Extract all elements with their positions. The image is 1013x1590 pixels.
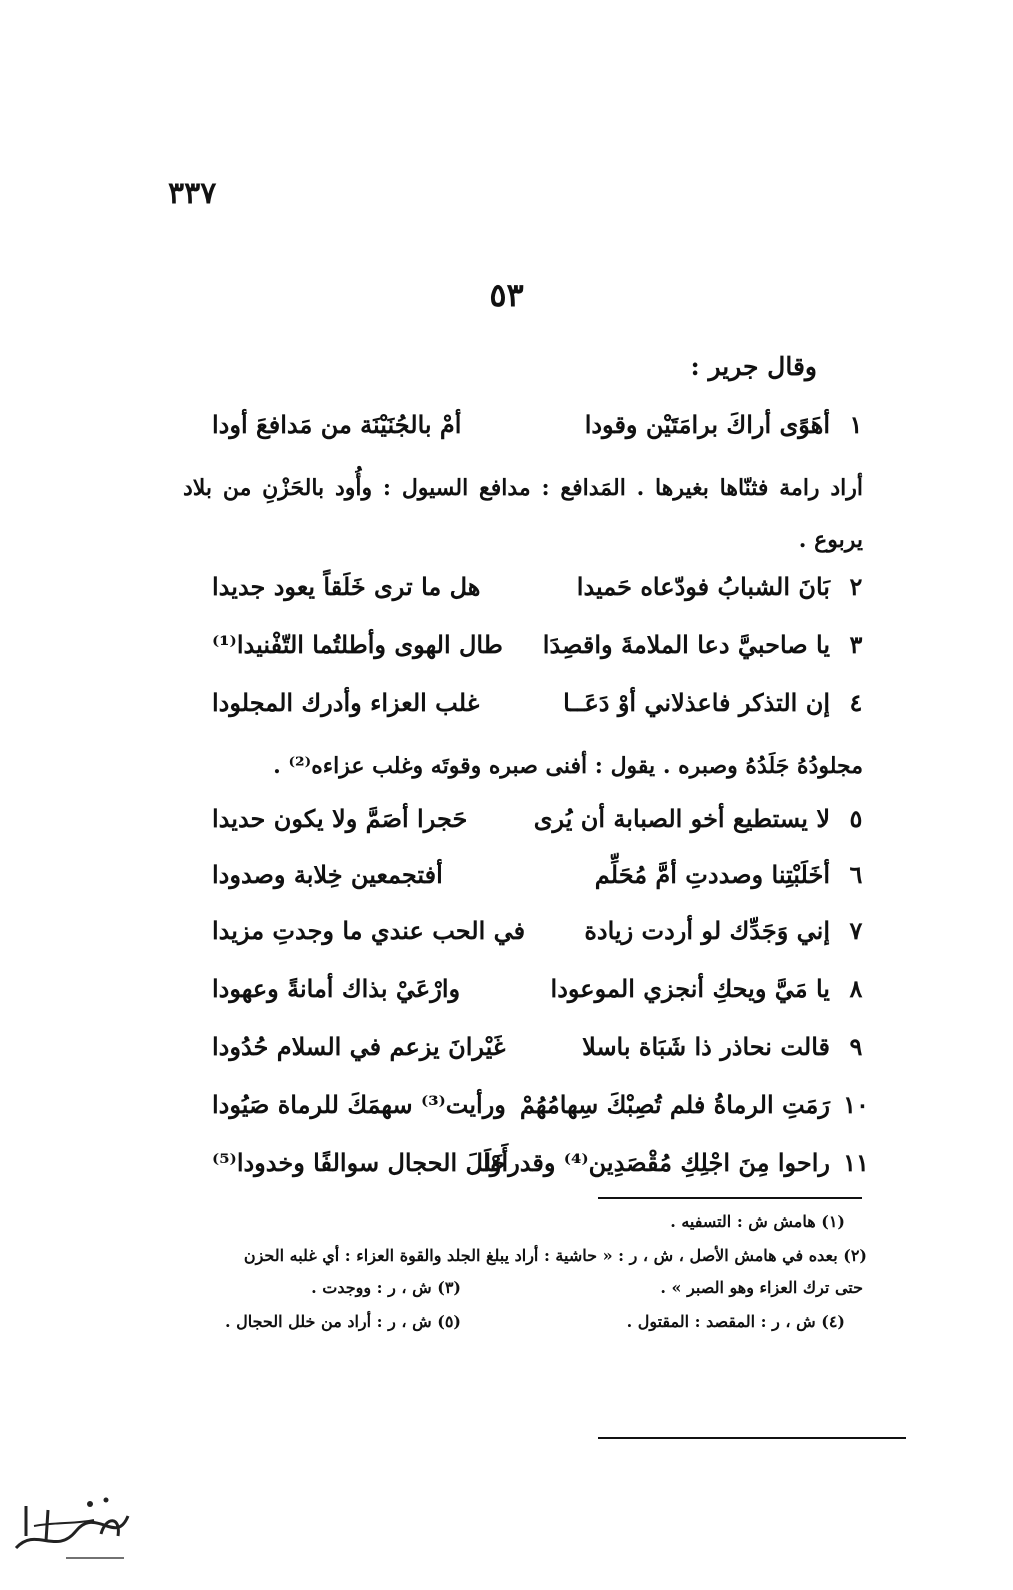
verse-number: ١١ — [843, 1148, 869, 1177]
verse-second-hemistich: طال الهوى وأطلتُما التّفْنيدا⁽¹⁾ — [212, 630, 503, 659]
verse-8 — [180, 974, 870, 1018]
poem-intro: وقال جرير : — [690, 352, 817, 381]
verse-first-hemistich: لا يستطيع أخو الصبابة أن يُرى — [533, 804, 830, 833]
bottom-rule — [598, 1437, 906, 1439]
verse-second-hemistich: في الحب عندي ما وجدتِ مزيدا — [212, 916, 526, 945]
footnote-5: (٥) ش ، ر : أراد من خلل الحجال . — [224, 1312, 461, 1331]
verse-number: ٨ — [849, 974, 863, 1003]
verse-6 — [180, 860, 870, 904]
footnote-divider — [598, 1197, 862, 1199]
verse-4 — [180, 688, 870, 732]
verse-2 — [180, 572, 870, 616]
verse-second-hemistich: ورأيت⁽³⁾ سهمَكَ للرماة صَيُودا — [212, 1090, 506, 1119]
footnote-2: (٢) بعده في هامش الأصل ، ش ، ر : « حاشية : أراد يبلغ الجلد والقوة العزاء : أي غلبه الحزن — [243, 1246, 867, 1265]
verse-first-hemistich: قالت نحاذر ذا شَبَاة باسلا — [582, 1032, 830, 1061]
verse-second-hemistich: غلب العزاء وأدرك المجلودا — [212, 688, 480, 717]
verse-number: ٢ — [849, 572, 863, 601]
verse-number: ٤ — [849, 688, 863, 717]
verse-first-hemistich: يا مَيَّ ويحكِ أنجزي الموعودا — [550, 974, 830, 1003]
verse-3 — [180, 630, 870, 674]
footnote-4: (٤) ش ، ر : المقصد : المقتول . — [626, 1312, 845, 1331]
verse-number: ٧ — [849, 916, 863, 945]
page-number: ٣٣٧ — [168, 176, 217, 211]
verse-number: ١ — [849, 410, 863, 439]
verse-number: ٥ — [849, 804, 863, 833]
verse-first-hemistich: أهَوًى أراكَ برامَتَيْن وقودا — [584, 410, 830, 439]
verse-first-hemistich: أخَلَبْتِنا وصددتِ أمَّ مُحَلِّم — [594, 860, 830, 889]
verse-1 — [180, 410, 870, 454]
verse-7 — [180, 916, 870, 960]
verse-5 — [180, 804, 870, 848]
footnote-1: (١) هامش ش : التسفيه . — [670, 1212, 845, 1231]
verse-number: ٩ — [849, 1032, 863, 1061]
gloss-verse-1: أراد رامة فثنّاها بغيرها . المَدافع : مدافع السيول : وأُود بالحَزْنِ من بلاد يربوع . — [183, 475, 863, 553]
library-stamp-logo — [6, 1486, 138, 1566]
verse-second-hemistich: هل ما ترى خَلَقاً يعود جديدا — [212, 572, 481, 601]
footnote-3: (٣) ش ، ر : ووجدت . — [311, 1278, 461, 1297]
poem-number: ٥٣ — [489, 276, 524, 314]
verse-second-hemistich: حَجرا أصَمَّ ولا يكون حديدا — [212, 804, 468, 833]
verse-second-hemistich: خَلَلَ الحجال سوالفًا وخدودا⁽⁵⁾ — [212, 1148, 507, 1177]
gloss-verse-4: مجلودُهُ جَلَدُهُ وصبره . يقول : أفنى صبره وقوتَه وغلب عزاءه⁽²⁾ . — [273, 753, 863, 779]
verse-10 — [180, 1090, 870, 1134]
verse-first-hemistich: رَمَتِ الرماةُ فلم تُصِبْكَ سِهامُهُمْ — [519, 1090, 830, 1119]
verse-second-hemistich: أمْ بالجُنَيْنَة من مَدافعَ أودا — [212, 410, 462, 439]
verse-second-hemistich: أفتجمعين خِلابة وصدودا — [212, 860, 443, 889]
verse-second-hemistich: غَيْرانَ يزعم في السلام حُدُودا — [212, 1032, 506, 1061]
verse-number: ٦ — [849, 860, 863, 889]
verse-9 — [180, 1032, 870, 1076]
verse-number: ٣ — [849, 630, 863, 659]
verse-first-hemistich: إني وَجَدِّك لو أردت زيادة — [584, 916, 830, 945]
verse-11 — [180, 1148, 870, 1192]
verse-first-hemistich: يا صاحبيَّ دعا الملامةَ واقصِدَا — [542, 630, 830, 659]
verse-first-hemistich: راحوا مِنَ اجْلِكِ مُقْصَدِين⁽⁴⁾ وقدرأَوْا — [483, 1148, 830, 1177]
verse-first-hemistich: إن التذكر فاعذلاني أوْ دَعَــا — [563, 688, 830, 717]
verse-first-hemistich: بَانَ الشبابُ فودّعاه حَميدا — [576, 572, 830, 601]
verse-number: ١٠ — [843, 1090, 869, 1119]
verse-second-hemistich: وارْعَيْ بذاك أمانةً وعهودا — [212, 974, 461, 1003]
footnote-2-continued: حتى ترك العزاء وهو الصبر » . — [660, 1278, 863, 1297]
